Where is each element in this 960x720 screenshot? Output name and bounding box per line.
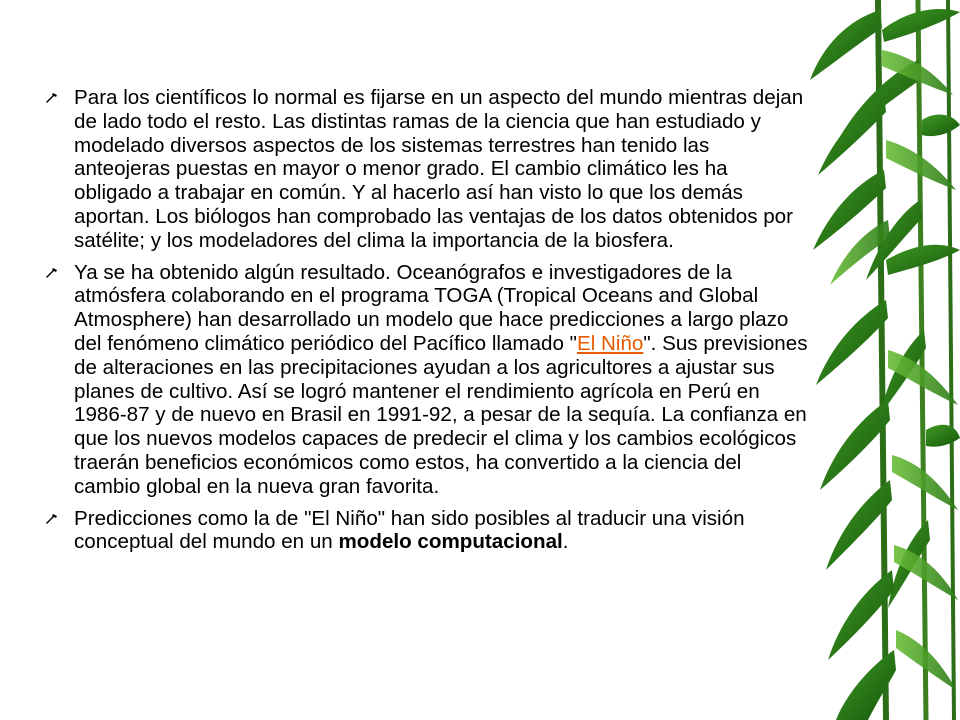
bold-term: modelo computacional bbox=[338, 530, 563, 554]
bullet-item-3 bbox=[40, 507, 810, 555]
bullet-text-2-after: ". Sus previsiones de alteraciones en las precipitaciones ayudan a los agricultores a ajustar sus planes de cultivo. Así se logró mantener el rendimiento agrícola en Perú en 1986-87 y de nuevo en Brasil en 1991-92, a pesar de la sequía. La confianza en que los nuevos modelos capaces de predecir el clima y los cambios ecológicos traerán beneficios económicos como estos, ha convertido a la ciencia del cambio global en la nueva gran favorita. bbox=[74, 331, 808, 498]
bullet-text-3 bbox=[74, 507, 810, 555]
bamboo-decoration bbox=[808, 0, 960, 720]
bullet-text-2 bbox=[74, 261, 810, 499]
bullet-icon bbox=[44, 264, 62, 282]
bullet-text-3-after: . bbox=[562, 530, 569, 554]
el-nino-link[interactable]: El Niño bbox=[576, 331, 644, 355]
bullet-text-1: Para los científicos lo normal es fijarse en un aspecto del mundo mientras dejan de lado todo el resto. Las distintas ramas de la ciencia que han estudiado y modelado diversos aspectos de los sistemas terrestres han tenido las anteojeras puestas en mayor o menor grado. El cambio climático les ha obligado a trabajar en común. Y al hacerlo así han visto lo que los demás aportan. Los biólogos han comprobado las ventajas de los datos obtenidos por satélite; y los modeladores del clima la importancia de la biosfera. bbox=[74, 86, 804, 252]
bullet-item-1 bbox=[40, 86, 810, 253]
bullet-list bbox=[40, 86, 810, 562]
bullet-text-3-before: Predicciones como la de "El Niño" han sido posibles al traducir una visión conceptual del mundo en un bbox=[74, 506, 745, 554]
bullet-item-2 bbox=[40, 261, 810, 499]
bullet-icon bbox=[44, 89, 62, 107]
bullet-icon bbox=[44, 510, 62, 528]
bullet-text-2-before: Ya se ha obtenido algún resultado. Oceanógrafos e investigadores de la atmósfera colaborando en el programa TOGA (Tropical Oceans and Global Atmosphere) han desarrollado un modelo que hace predicciones a largo plazo del fenómeno climático periódico del Pacífico llamado " bbox=[74, 260, 789, 355]
